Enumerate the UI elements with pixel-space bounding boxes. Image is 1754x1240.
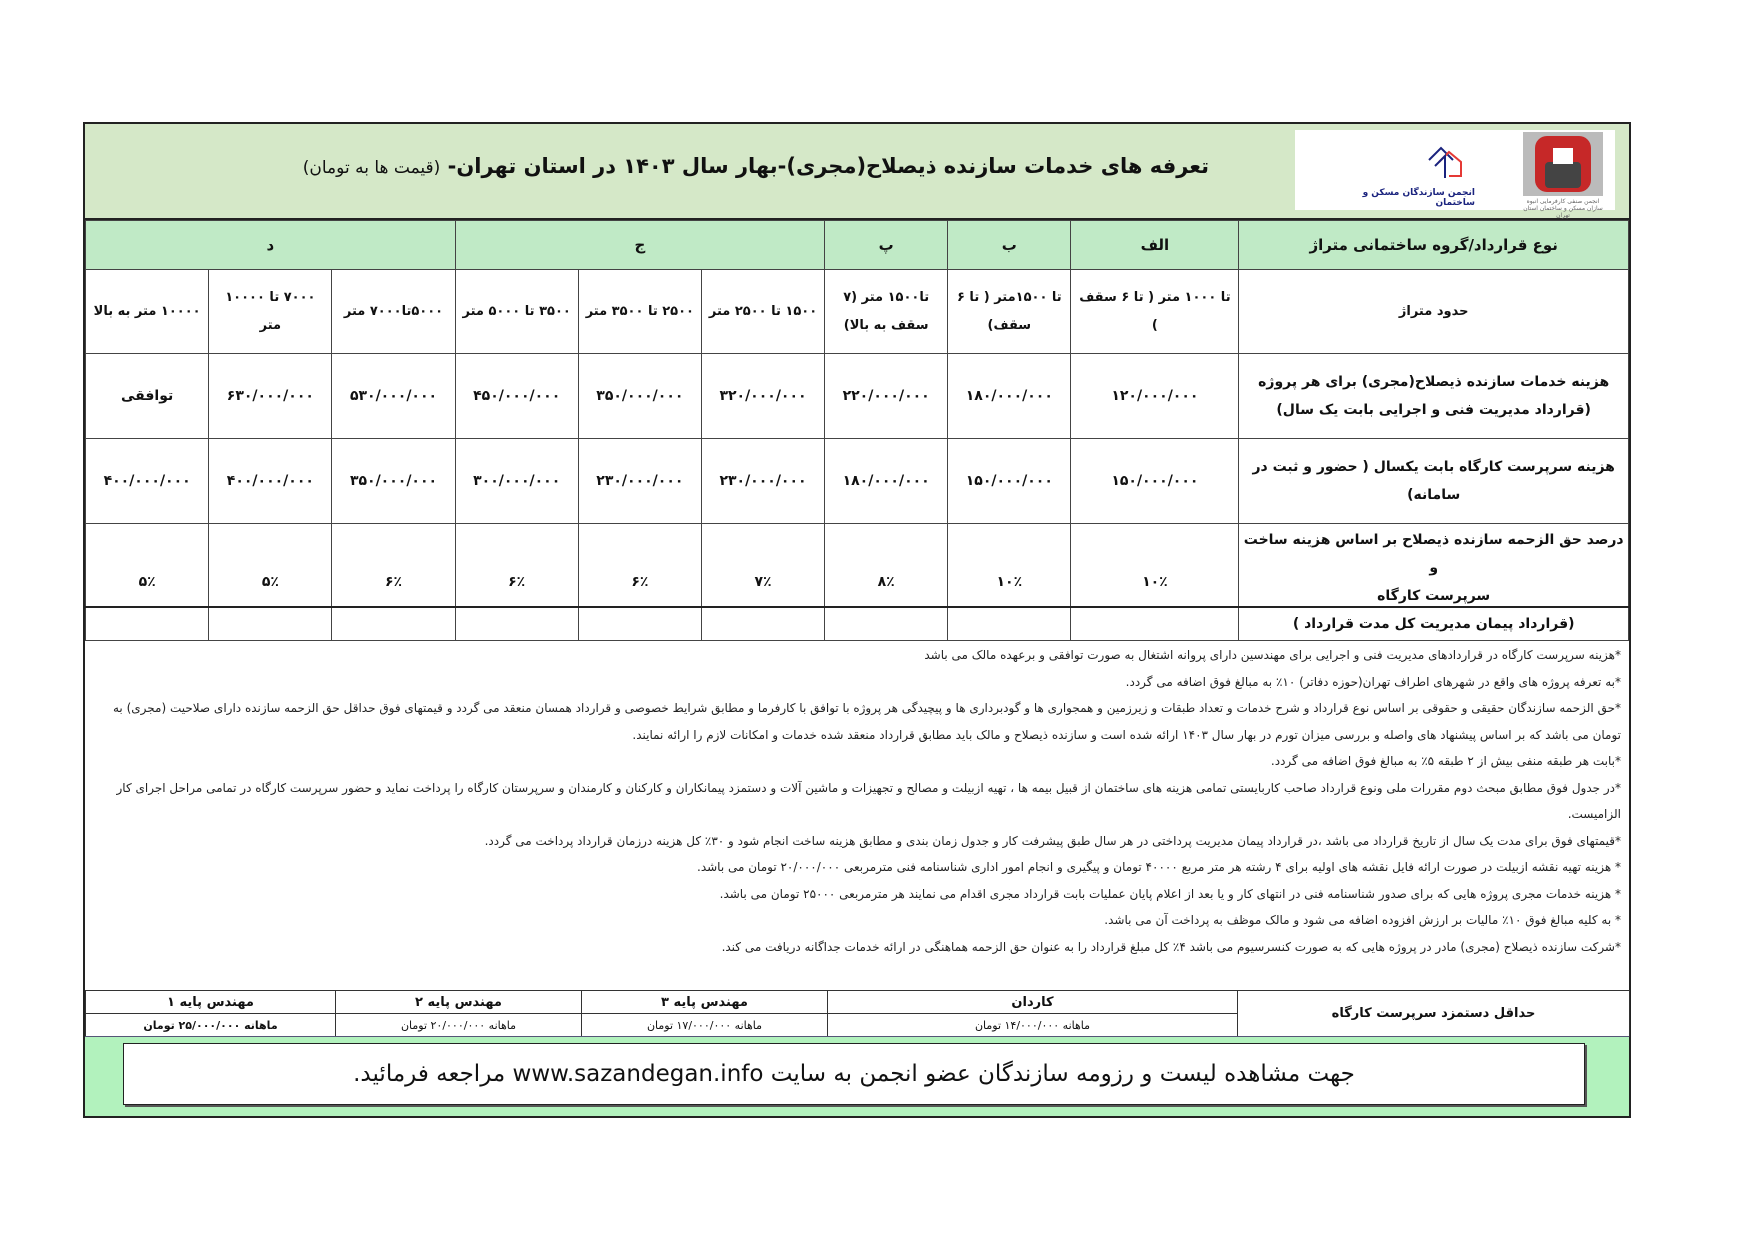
value-cell: ۱۵۰/۰۰۰/۰۰۰ <box>1071 439 1239 524</box>
value-cell: ۳۲۰/۰۰۰/۰۰۰ <box>701 354 824 439</box>
note-item: *حق الزحمه سازندگان حقیقی و حقوقی بر اساس نوع قرارداد و شرح خدمات و تعداد طبقات و زیرزمین و همجواری ها و گودبرداری ها و پیچیدگی هر پروژه با توافق با کارفرما و مطابق شرایط خصوصی و قرارداد همسان منعقد می گردد و قیمتهای فوق حداقل حق الزحمه سازنده دارای صلاحیت (مجری) به تومان می باشد که بر اساس پیشنهاد های واصله و بررسی میزان تورم در بهار سال ۱۴۰۳ ارائه شده است و سازنده ذیصلاح و مالک باید مطابق قرارداد منعقد شده خدمات و امکانات لازم را ارائه نمایند. <box>112 701 1621 742</box>
note-item: *هزینه سرپرست کارگاه در قراردادهای مدیریت فنی و اجرایی برای مهندسین دارای پروانه اشتغال به صورت توافقی و برعهده مالک می باشد <box>924 648 1621 662</box>
value-cell: ۱۲۰/۰۰۰/۰۰۰ <box>1071 354 1239 439</box>
value-cell: ۱۸۰/۰۰۰/۰۰۰ <box>825 439 948 524</box>
builders-association-logo <box>1325 136 1505 208</box>
note-item: * هزینه خدمات مجری پروژه هایی که برای صدور شناسنامه فنی در انتهای کار و یا بعد از اعلام پایان عملیات بابت قرارداد مجری اقدام می نمایند هر مترمربعی ۲۵۰۰۰ تومان می باشد. <box>719 886 1621 901</box>
supervisor-wage-table <box>85 990 1630 1037</box>
value-cell: ۲۲۰/۰۰۰/۰۰۰ <box>825 354 948 439</box>
value-cell: ۵٪ <box>86 524 209 641</box>
range-cell: تا ۱۰۰۰ متر ( تا ۶ سقف ) <box>1071 270 1239 354</box>
row-label <box>1239 354 1629 439</box>
staff-title-row <box>86 991 1630 1014</box>
value-cell: ۶۳۰/۰۰۰/۰۰۰ <box>209 354 332 439</box>
range-cell: ۳۵۰۰ تا ۵۰۰۰ متر <box>455 270 578 354</box>
tariff-document <box>83 122 1631 1118</box>
staff-wage: ماهانه ۲۰/۰۰۰/۰۰۰ تومان <box>336 1014 582 1037</box>
range-cell: تا۱۵۰۰ متر (۷ سقف به بالا) <box>825 270 948 354</box>
group-alef: الف <box>1071 221 1239 270</box>
house-roof-icon <box>1425 140 1465 180</box>
table-row <box>86 439 1629 524</box>
range-cell: ۷۰۰۰ تا ۱۰۰۰۰ متر <box>209 270 332 354</box>
area-range-row <box>86 270 1629 354</box>
note-item: *بابت هر طبقه منفی بیش از ۲ طبقه ۵٪ به مبالغ فوق اضافه می گردد. <box>1270 754 1621 768</box>
title-main: تعرفه های خدمات سازنده ذیصلاح(مجری)-بهار سال ۱۴۰۳ در استان تهران- <box>447 154 1209 178</box>
row-label: هزینه سرپرست کارگاه بابت یکسال ( حضور و ثبت در سامانه) <box>1239 439 1629 524</box>
staff-wage: ماهانه ۲۵/۰۰۰/۰۰۰ تومان <box>86 1014 336 1037</box>
group-jim: ج <box>455 221 825 270</box>
value-cell: ۵۳۰/۰۰۰/۰۰۰ <box>332 354 455 439</box>
notes-section <box>85 606 1629 990</box>
group-header-row <box>86 221 1629 270</box>
table-row <box>86 354 1629 439</box>
value-cell: ۲۳۰/۰۰۰/۰۰۰ <box>578 439 701 524</box>
range-cell: ۱۵۰۰ تا ۲۵۰۰ متر <box>701 270 824 354</box>
value-cell: ۸٪ <box>825 524 948 641</box>
value-cell: ۱۵۰/۰۰۰/۰۰۰ <box>948 439 1071 524</box>
value-cell: ۴۵۰/۰۰۰/۰۰۰ <box>455 354 578 439</box>
note-item: *قیمتهای فوق برای مدت یک سال از تاریخ قرارداد می باشد ،در قرارداد پیمان مدیریت پرداختی در هر سال طبق پیشرفت کار و جدول زمان بندی و مطابق هزینه ساخت انجام شود و ۳۰٪ کل هزینه درزمان قرارداد پرداخت می گردد. <box>484 833 1621 848</box>
note-item: * به کلیه مبالغ فوق ۱۰٪ مالیات بر ارزش افزوده اضافه می شود و مالک موظف به پرداخت آن می باشد. <box>1104 913 1621 927</box>
row-label-line: درصد حق الزحمه سازنده ذیصلاح بر اساس هزینه ساخت و <box>1243 532 1624 576</box>
value-cell: ۳۰۰/۰۰۰/۰۰۰ <box>455 439 578 524</box>
value-cell: ۴۰۰/۰۰۰/۰۰۰ <box>86 439 209 524</box>
document-header <box>85 124 1629 220</box>
note-item: *شرکت سازنده ذیصلاح (مجری) مادر در پروژه هایی که به صورت کنسرسیوم می باشد ۴٪ کل مبلغ قرارداد را به عنوان حق الزحمه هماهنگی در ارائه خدمات جداگانه دریافت می کند. <box>721 939 1621 954</box>
row-label-line: سرپرست کارگاه <box>1377 588 1491 604</box>
title-currency-note: (قیمت ها به تومان) <box>302 158 441 178</box>
group-be: ب <box>948 221 1071 270</box>
value-cell: ۱۰٪ <box>948 524 1071 641</box>
logo-left-caption: انجمن سازندگان مسکن و ساختمان <box>1362 188 1475 208</box>
value-cell: ۱۰٪ <box>1071 524 1239 641</box>
footer-banner <box>85 1036 1629 1116</box>
tariff-table <box>85 220 1629 641</box>
hexagon-shade <box>1545 162 1581 188</box>
range-cell: ۵۰۰۰تا۷۰۰۰ متر <box>332 270 455 354</box>
value-cell: ۶٪ <box>332 524 455 641</box>
group-pe: پ <box>825 221 948 270</box>
website-notice: جهت مشاهده لیست و رزومه سازندگان عضو انجمن به سایت www.sazandegan.info مراجعه فرمائید. <box>123 1043 1585 1105</box>
range-row-label: حدود متراژ <box>1239 270 1629 354</box>
range-cell: تا ۱۵۰۰متر ( تا ۶ سقف) <box>948 270 1071 354</box>
value-cell: ۲۳۰/۰۰۰/۰۰۰ <box>701 439 824 524</box>
row-label-line: (قرارداد پیمان مدیریت کل مدت قرارداد ) <box>1292 616 1575 632</box>
supervisor-wage-label: حداقل دستمزد سرپرست کارگاه <box>1238 991 1630 1037</box>
staff-title: مهندس پایه ۱ <box>86 991 336 1014</box>
value-cell: ۷٪ <box>701 524 824 641</box>
logo-right-caption: انجمن صنفی کارفرمایی انبوه سازان مسکن و ساختمان استان تهران <box>1523 198 1603 219</box>
row-label-line: هزینه خدمات سازنده ذیصلاح(مجری) برای هر پروژه <box>1258 374 1610 390</box>
tehran-builders-association-logo <box>1523 132 1603 219</box>
value-cell: ۶٪ <box>578 524 701 641</box>
value-cell: ۳۵۰/۰۰۰/۰۰۰ <box>332 439 455 524</box>
staff-title: کاردان <box>828 991 1238 1014</box>
row-label-line: (قرارداد مدیریت فنی و اجرایی بابت یک سال) <box>1276 402 1591 418</box>
value-cell: ۵٪ <box>209 524 332 641</box>
note-item: *به تعرفه پروژه های واقع در شهرهای اطراف تهران(حوزه دفاتر) ۱۰٪ به مبالغ فوق اضافه می گردد. <box>1125 674 1621 689</box>
value-cell: ۳۵۰/۰۰۰/۰۰۰ <box>578 354 701 439</box>
note-item: * هزینه تهیه نقشه ازبیلت در صورت ارائه فایل نقشه های اولیه برای ۴ رشته هر متر مربع ۴۰۰۰۰ تومان و پیگیری و انجام امور اداری شناسنامه فنی مترمربعی ۲۰/۰۰۰/۰۰۰ تومان می باشد. <box>697 860 1621 874</box>
value-cell: ۶٪ <box>455 524 578 641</box>
staff-wage: ماهانه ۱۴/۰۰۰/۰۰۰ تومان <box>828 1014 1238 1037</box>
staff-title: مهندس پایه ۳ <box>582 991 828 1014</box>
staff-wage: ماهانه ۱۷/۰۰۰/۰۰۰ تومان <box>582 1014 828 1037</box>
value-cell: ۱۸۰/۰۰۰/۰۰۰ <box>948 354 1071 439</box>
range-cell: ۱۰۰۰۰ متر به بالا <box>86 270 209 354</box>
note-item: *در جدول فوق مطابق مبحث دوم مقررات ملی ونوع قرارداد صاحب کاربایستی تمامی هزینه های ساختمان از قبیل بیمه ها ، تهیه ازبیلت و مصالح و تجهیزات و ماشین آلات و دستمزد پیمانکاران و کارکنان و کارمندان و سرپرستان کارگاه را پرداخت نماید و حضور سرپرست کارگاه در تمامی مراحل اجرای کار الزامیست. <box>116 780 1621 821</box>
range-cell: ۲۵۰۰ تا ۳۵۰۰ متر <box>578 270 701 354</box>
logos-area <box>1295 130 1615 219</box>
staff-title: مهندس پایه ۲ <box>336 991 582 1014</box>
group-header-label: نوع قرارداد/گروه ساختمانی متراژ <box>1239 221 1629 270</box>
value-cell: توافقی <box>86 354 209 439</box>
group-dal: د <box>86 221 456 270</box>
value-cell: ۴۰۰/۰۰۰/۰۰۰ <box>209 439 332 524</box>
house-icon <box>1553 148 1573 164</box>
document-title <box>303 154 1209 178</box>
